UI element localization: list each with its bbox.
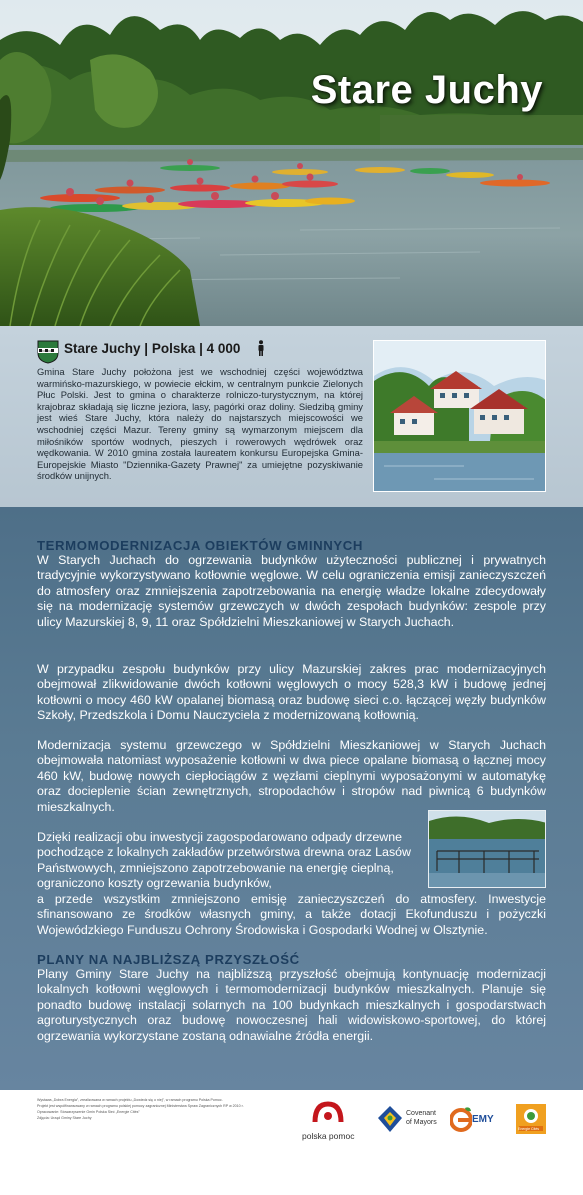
coat-of-arms-icon	[37, 340, 59, 364]
covenant-label-1: Covenant	[406, 1110, 436, 1117]
section-title-thermomodernization: TERMOMODERNIZACJA OBIEKTÓW GMINNYCH	[37, 538, 364, 553]
emy-logo	[450, 1106, 472, 1132]
polska-pomoc-label: polska pomoc	[302, 1131, 355, 1141]
paragraph-plans: Plany Gminy Stare Juchy na najbliższą przyszłość obejmują kontynuację modernizacji lokalnych kotłowni węglowych i termomodernizacji budynków mieszkalnych. Planuje się ponadto budowę instalacji solarnych na 100 budynkach mieszkalnych i gospodarstwach agroturystycznych oraz budowę nowoczesnej hali widowiskowo-sportowej, do której ogrzewania wykorzystane zostaną odnawialne źródła energii.	[37, 967, 546, 1043]
footer-credits	[37, 1098, 252, 1122]
emy-label: EMY	[472, 1114, 494, 1125]
footer-line: Wystawa „Dobra Energia”, zrealizowana w ramach projektu „Dowiedz się o niej”, w ramach programu Polska Pomoc.	[37, 1098, 223, 1102]
lake-kayaks-photo	[0, 0, 583, 326]
covenant-of-mayors-logo	[376, 1104, 404, 1134]
polska-pomoc-logo	[311, 1100, 345, 1126]
page-title: Stare Juchy	[310, 68, 543, 112]
energie-cites-label: Energie Cités	[518, 1127, 540, 1131]
boiler-lake-photo	[428, 810, 546, 888]
covenant-label-2: of Mayors	[406, 1119, 437, 1126]
paragraph-4b: a przede wszystkim zmniejszono emisję zanieczyszczeń do atmosfery. Inwestycje sfinansowano ze środków własnych gminy, a także dotacji Ekofunduszu i pożyczki Wojewódzkiego Funduszu Ochrony Środowiska i Gospodarki Wodnej w Olsztynie.	[37, 892, 546, 937]
info-heading: Stare Juchy | Polska | 4 000	[64, 341, 241, 356]
person-icon	[257, 340, 265, 356]
hero-photo	[0, 0, 583, 326]
footer-line: Zdjęcia: Urząd Gminy Stare Juchy	[37, 1115, 92, 1120]
section-title-plans: PLANY NA NAJBLIŻSZĄ PRZYSZŁOŚĆ	[37, 952, 300, 967]
footer-line: Opracowanie: Stowarzyszenie Gmin Polska Sieć „Energie Cités”	[37, 1109, 140, 1114]
info-description: Gmina Stare Juchy położona jest we wschodniej części województwa warmińsko-mazurskiego, w powiecie ełckim, w centralnym punkcie Zielonych Płuc Polski. Jest to gmina o charakterze rolniczo-turystycznym, na której krajobraz składają się liczne jeziora, lasy, pagórki oraz doliny. Siedzibą gminy jest wieś Stare Juchy, która należy do najstarszych miejscowości we wschodniej części Mazur. Tereny gminy są wymarzonym miejscem dla miłośników sportów wodnych, pieszych i rowerowych wędrówek oraz wędkowania. W 2010 gmina została laureatem konkursu Europejska Gmina-Europejskie Miasto "Dziennika-Gazety Prawnej" za umiejętne pozyskiwanie środków unijnych.	[37, 366, 363, 482]
paragraph-3: Modernizacja systemu grzewczego w Spółdzielni Mieszkaniowej w Starych Juchach obejmowała natomiast wyposażenie kotłowni w dwa piece opalane biomasą o łącznej mocy 460 kW, budowę nowych ciepłociągów z węzłami cieplnymi wyposażonymi w automatykę oraz docieplenie ścian zewnętrznych, stropodachów i stropów nad piwnicą 6 budynków mieszkalnych.	[37, 738, 546, 814]
village-photo	[373, 340, 546, 492]
paragraph-4a: Dzięki realizacji obu inwestycji zagospodarowano odpady drzewne pochodzące z lokalnych zakładów przetwórstwa drewna oraz Lasów Państwowych, zmniejszono zapotrzebowanie na energię cieplną, ograniczono koszty ogrzewania budynków,	[37, 830, 411, 891]
paragraph-2: W przypadku zespołu budynków przy ulicy Mazurskiej zakres prac modernizacyjnych obejmował zlikwidowanie dwóch kotłowni węglowych o mocy 528,3 kW i budowę jednej kotłowni o mocy 460 kW opalanej biomasą oraz budowę sieci c.o. łączącej węzły budynków Szkoły, Przedszkola i Domu Nauczyciela z modernizowaną kotłownią.	[37, 662, 546, 723]
paragraph-1: W Starych Juchach do ogrzewania budynków użyteczności publicznej i prywatnych tradycyjnie wykorzystywano kotłownie węglowe. W celu ograniczenia emisji zanieczyszczeń do atmosfery oraz zmniejszenia zapotrzebowania na energię władze lokalne zdecydowały się na modernizację systemów grzewczych w dwóch zespołach budynków: zespole przy ulicy Mazurskiej 8, 9, 11 oraz Spółdzielni Mieszkaniowej w Starych Juchach.	[37, 553, 546, 629]
footer-line: Projekt jest współfinansowany w ramach programu polskiej pomocy zagranicznej Ministerstwa Spraw Zagranicznych RP w 2010 r.	[37, 1103, 244, 1108]
